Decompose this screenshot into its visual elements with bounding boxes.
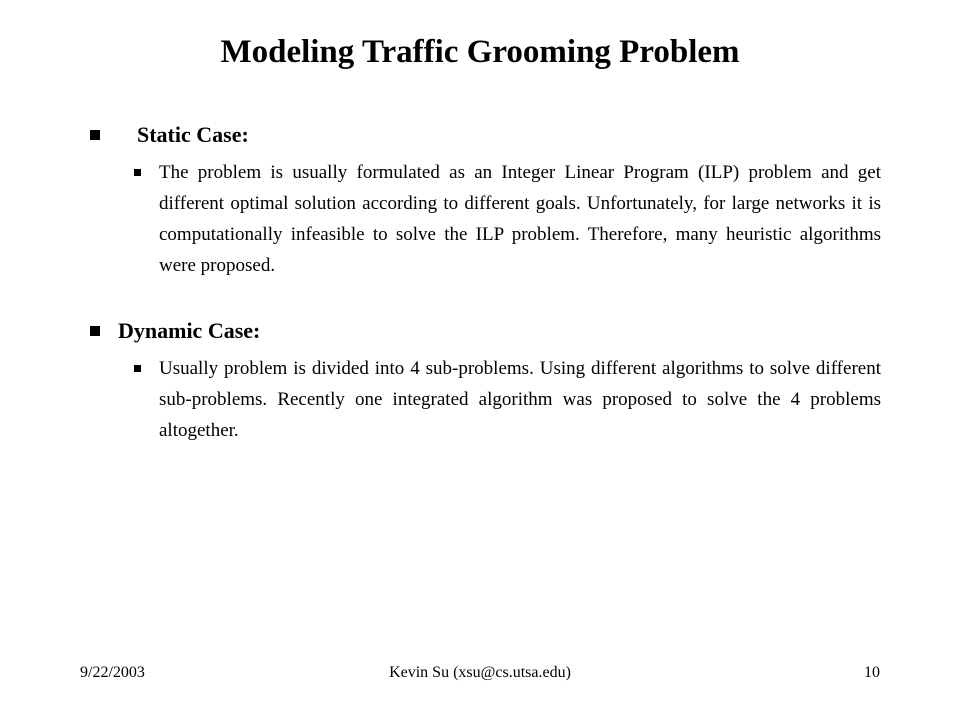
bullet-square-icon — [90, 130, 100, 140]
static-case-text: The problem is usually formulated as an Integer Linear Program (ILP) problem and get different optimal solution according to different goals. Unfortunately, for large networks it is computationally infeasible to solve the ILP problem. Therefore, many heuristic algorithms were proposed. — [159, 162, 881, 276]
bullet-square-icon — [90, 326, 100, 336]
slide-title: Modeling Traffic Grooming Problem — [220, 34, 740, 70]
footer-page-number: 10 — [864, 664, 880, 681]
dynamic-case-text: Usually problem is divided into 4 sub-problems. Using different algorithms to solve different sub-problems. Recently one integrated algorithm was proposed to solve the 4 problems altogether. — [159, 358, 881, 441]
footer-author: Kevin Su (xsu@cs.utsa.edu) — [389, 664, 571, 681]
footer-date: 9/22/2003 — [80, 664, 145, 681]
section-heading-static: Static Case: — [137, 122, 249, 147]
bullet-square-icon — [134, 169, 141, 176]
section-heading-dynamic: Dynamic Case: — [118, 318, 261, 343]
bullet-square-icon — [134, 365, 141, 372]
